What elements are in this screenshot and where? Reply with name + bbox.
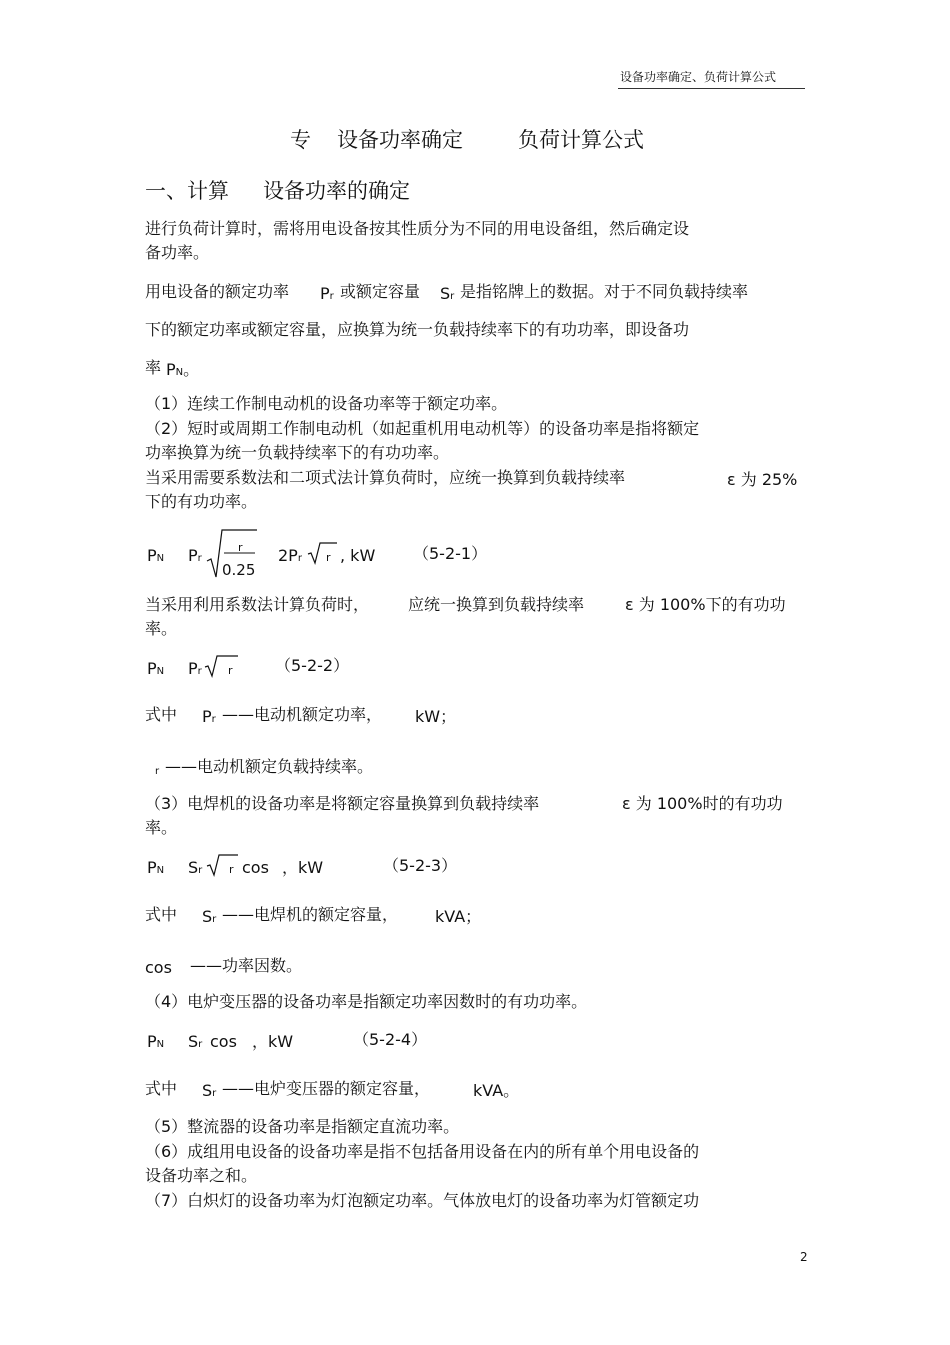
- util-line1a: 当采用利用系数法计算负荷时，: [145, 595, 370, 614]
- running-header: 设备功率确定、负荷计算公式: [620, 70, 777, 84]
- para2-sr: Sr: [440, 284, 455, 303]
- doc-title-part2: 设备功率确定: [337, 128, 463, 152]
- eq2-sqrt-icon: [204, 654, 240, 678]
- eq1-frac-num: r: [238, 541, 243, 554]
- page-number: 2: [800, 1250, 808, 1264]
- eq1-sqrt-icon: [307, 541, 339, 565]
- eq4-cos: cos: [210, 1032, 237, 1051]
- eq3-rad: r: [229, 863, 234, 876]
- para2-line1c: 或额定容量: [340, 282, 421, 301]
- eq2-pr: Pr: [188, 659, 202, 678]
- where2-desc: ——电动机额定负载持续率。: [165, 757, 374, 776]
- where2-sym: r: [155, 766, 160, 777]
- para2-line2: 下的额定功率或额定容量，应换算为统一负载持续率下的有功功率，即设备功: [145, 320, 690, 339]
- intro-line-1: 进行负荷计算时，需将用电设备按其性质分为不同的用电设备组，然后确定设: [145, 219, 690, 238]
- eq1-pn: PN: [147, 546, 165, 565]
- section-heading-part2: 设备功率的确定: [263, 179, 410, 203]
- item-6-line1: （6）成组用电设备的设备功率是指不包括备用设备在内的所有单个用电设备的: [145, 1142, 700, 1161]
- item-2-line4: 下的有功功率。: [145, 492, 258, 511]
- where4-cos: cos: [145, 958, 172, 977]
- item-6-line2: 设备功率之和。: [145, 1166, 258, 1185]
- util-line1b: 应统一换算到负载持续率: [408, 595, 585, 614]
- where5-desc: ——电炉变压器的额定容量，: [222, 1079, 431, 1098]
- eq2-rad: r: [228, 664, 233, 677]
- eq4-label: （5-2-4）: [353, 1030, 428, 1049]
- item-4: （4）电炉变压器的设备功率是指额定功率因数时的有功功率。: [145, 992, 588, 1011]
- where4-desc: ——功率因数。: [190, 956, 303, 975]
- util-line2: 率。: [145, 619, 178, 638]
- item-2-line1: （2）短时或周期工作制电动机（如起重机用电动机等）的设备功率是指将额定: [145, 419, 700, 438]
- where1-unit: kW；: [415, 707, 457, 726]
- eq3-sr: Sr: [188, 858, 203, 877]
- where5-lead: 式中: [145, 1079, 178, 1098]
- eq2-pn: PN: [147, 659, 165, 678]
- eq2-label: （5-2-2）: [275, 656, 350, 675]
- where5-unit: kVA。: [473, 1081, 520, 1100]
- where3-desc: ——电焊机的额定容量，: [222, 905, 399, 924]
- eq1-rad: r: [326, 551, 331, 564]
- eq3-unit: ，kW: [282, 858, 324, 877]
- item-2-line2: 功率换算为统一负载持续率下的有功功率。: [145, 443, 450, 462]
- para2-line1a: 用电设备的额定功率: [145, 282, 290, 301]
- para2-line3a: 率: [145, 358, 162, 377]
- intro-line-2: 备功率。: [145, 243, 210, 262]
- doc-title-part3: 负荷计算公式: [518, 128, 644, 152]
- item-5: （5）整流器的设备功率是指额定直流功率。: [145, 1117, 460, 1136]
- eq1-unit: , kW: [340, 546, 376, 565]
- eq3-cos: cos: [242, 858, 269, 877]
- where5-sym: Sr: [202, 1081, 217, 1100]
- item-2-line3: 当采用需要系数法和二项式法计算负荷时，应统一换算到负载持续率: [145, 468, 626, 487]
- item-3-line1a: （3）电焊机的设备功率是将额定容量换算到负载持续率: [145, 794, 540, 813]
- item-1: （1）连续工作制电动机的设备功率等于额定功率。: [145, 394, 508, 413]
- where1-sym: Pr: [202, 707, 216, 726]
- doc-title-part1: 专: [290, 128, 311, 152]
- para2-pr: Pr: [320, 284, 334, 303]
- eq3-label: （5-2-3）: [383, 856, 458, 875]
- eq4-unit: ，kW: [252, 1032, 294, 1051]
- eq3-sqrt-icon: [206, 853, 240, 877]
- eq1-2pr: 2Pr: [278, 546, 302, 565]
- where3-unit: kVA；: [435, 907, 482, 926]
- where1-desc: ——电动机额定功率，: [222, 705, 383, 724]
- where3-lead: 式中: [145, 905, 178, 924]
- eq4-pn: PN: [147, 1032, 165, 1051]
- section-heading-part1: 一、计算: [145, 179, 229, 203]
- eq1-pr: Pr: [188, 546, 202, 565]
- item-3-line1b: ε 为 100%时的有功功: [622, 794, 783, 813]
- header-rule: [618, 88, 805, 89]
- item-3-line2: 率。: [145, 818, 178, 837]
- para2-pn: PN。: [166, 360, 200, 379]
- eq4-sr: Sr: [188, 1032, 203, 1051]
- para2-line1e: 是指铭牌上的数据。对于不同负载持续率: [460, 282, 749, 301]
- where1-lead: 式中: [145, 705, 178, 724]
- eq1-label: （5-2-1）: [413, 544, 488, 563]
- util-line1c: ε 为 100%下的有功功: [625, 595, 786, 614]
- item-2-line3b: ε 为 25%: [727, 470, 798, 489]
- where3-sym: Sr: [202, 907, 217, 926]
- eq1-frac-den: 0.25: [222, 561, 256, 579]
- eq3-pn: PN: [147, 858, 165, 877]
- item-7: （7）白炽灯的设备功率为灯泡额定功率。气体放电灯的设备功率为灯管额定功: [145, 1191, 700, 1210]
